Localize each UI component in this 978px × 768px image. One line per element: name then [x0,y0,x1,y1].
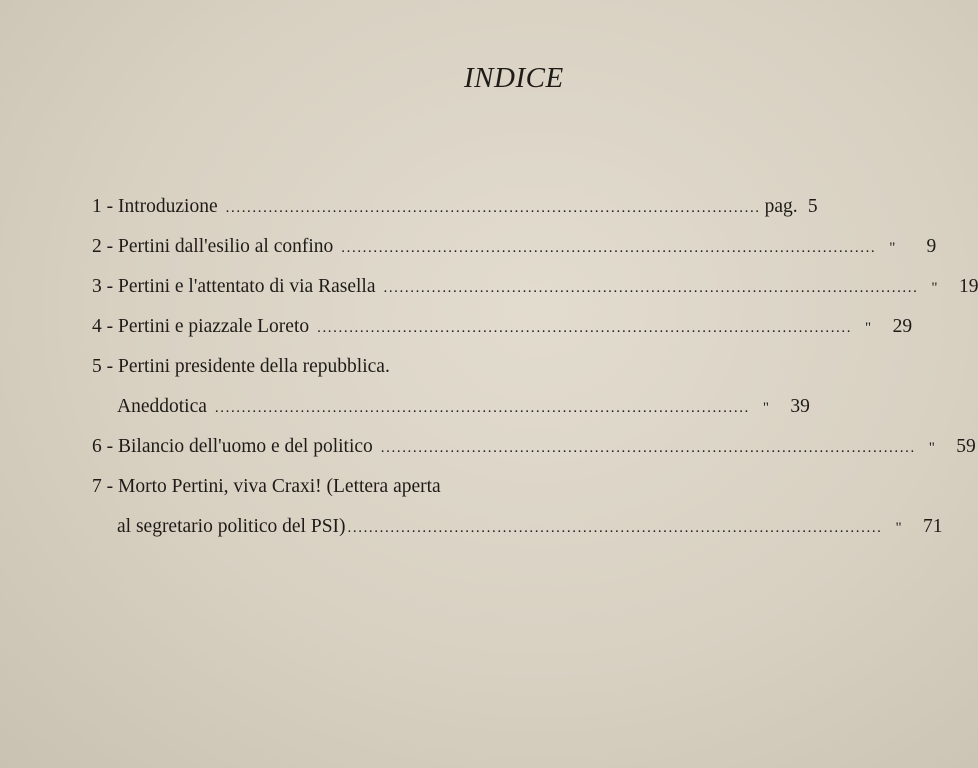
ditto-mark: " [865,320,872,336]
dot-leader: .................................................................................................... [317,320,853,336]
toc-entry-7-continuation [117,516,943,544]
toc-entry-5-continuation [117,396,810,424]
page-number: 5 [807,196,818,217]
dot-leader: .................................................................................................... [383,280,919,296]
ditto-mark: " [928,440,935,456]
page-title: INDICE [464,62,564,94]
ditto-mark: " [762,400,769,416]
dot-leader: .................................................................................................... [214,400,750,416]
toc-entry-6 [92,436,976,464]
entry-title: 5 - Pertini presidente della repubblica. [92,356,390,377]
dot-leader: .................................................................................................... [380,440,916,456]
toc-entry-7 [92,476,528,504]
page-marker: pag. [764,196,798,217]
dot-leader: .................................................................................................... [347,520,883,536]
page-number: 29 [892,316,913,337]
dot-leader: .................................................................................................... [341,240,877,256]
entry-title: 7 - Morto Pertini, viva Craxi! (Lettera aperta [92,476,441,497]
entry-title: 1 - Introduzione [92,196,218,217]
entry-title-continuation: al segretario politico del PSI) [117,516,346,537]
page-number: 19 [958,276,978,297]
toc-entry-3 [92,276,978,304]
toc-entry-5 [92,356,528,384]
page-number: 59 [956,436,976,457]
ditto-mark: " [889,240,896,256]
page-number: 9 [926,236,937,257]
entry-title: 6 - Bilancio dell'uomo e del politico [92,436,373,457]
entry-title: 4 - Pertini e piazzale Loreto [92,316,310,337]
ditto-mark: " [931,280,938,296]
toc-entry-2 [92,236,937,264]
toc-entry-4 [92,316,913,344]
page-number: 39 [790,396,810,417]
entry-title: 2 - Pertini dall'esilio al confino [92,236,334,257]
entry-title-continuation: Aneddotica [117,396,207,417]
page-number: 71 [923,516,943,537]
ditto-mark: " [895,520,902,536]
dot-leader: .................................................................................................... [225,200,761,216]
toc-entry-1 [92,196,818,224]
entry-title: 3 - Pertini e l'attentato di via Rasella [92,276,376,297]
